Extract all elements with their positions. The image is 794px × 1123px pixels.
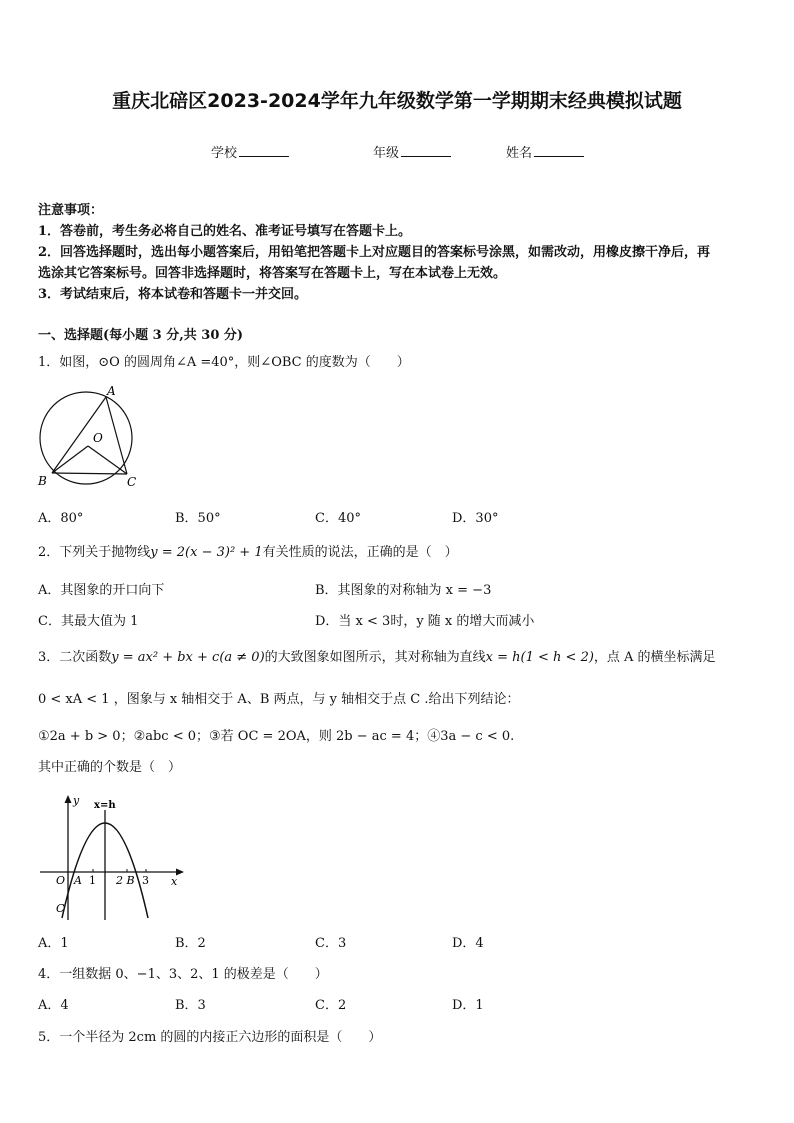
name-field: [506, 142, 584, 161]
q3-line-1: [38, 648, 716, 668]
q3-option-b[interactable]: B．2: [175, 936, 206, 951]
q3-line1-post: ，点 A 的横坐标满足: [593, 650, 716, 665]
q2-option-b[interactable]: B．其图象的对称轴为 x = −3: [315, 583, 492, 598]
q3-option-d[interactable]: D．4: [452, 936, 484, 951]
label-o: O: [93, 431, 103, 445]
school-field: [211, 142, 289, 161]
q5-stem: 5．一个半径为 2cm 的圆的内接正六边形的面积是（ ）: [38, 1030, 382, 1045]
grade-blank: [401, 144, 451, 157]
grade-label: 年级: [373, 146, 400, 161]
notice-item-2-cont: 选涂其它答案标号。回答非选择题时，将答案写在答题卡上，写在本试卷上无效。: [38, 266, 507, 281]
q4-option-a[interactable]: A．4: [38, 998, 69, 1013]
notice-item-1: 1．答卷前，考生务必将自己的姓名、准考证号填写在答题卡上。: [38, 224, 412, 239]
name-blank: [534, 144, 584, 157]
line-oc: [88, 446, 127, 474]
q3-line1-mid: 的大致图象如图所示，其对称轴为直线: [264, 650, 486, 665]
q3-line-2: 0 < xA < 1 ，图象与 x 轴相交于 A、B 两点，与 y 轴相交于点 C .给出下列结论：: [38, 692, 520, 707]
label-a: A: [107, 384, 116, 398]
q1-option-b[interactable]: B．50°: [175, 511, 221, 526]
q1-option-d[interactable]: D．30°: [452, 511, 499, 526]
line-ac: [106, 397, 127, 474]
label-y: y: [73, 794, 80, 807]
label-o: O: [56, 874, 66, 887]
label-tick-1: 1: [89, 874, 96, 887]
notice-item-3: 3．考试结束后，将本试卷和答题卡一并交回。: [38, 287, 308, 302]
label-c: C: [127, 475, 137, 489]
q3-option-c[interactable]: C．3: [315, 936, 347, 951]
q4-option-b[interactable]: B．3: [175, 998, 206, 1013]
q1-circle-figure: [34, 382, 154, 494]
q3-formula-axis: x = h(1 < h < 2): [485, 650, 594, 665]
q4-option-d[interactable]: D．1: [452, 998, 484, 1013]
label-c: C: [56, 902, 65, 915]
notice-heading: 注意事项：: [38, 203, 104, 218]
q2-stem: [38, 543, 458, 563]
label-x-eq-h: x=h: [94, 800, 116, 811]
q3-line-3: ①2a + b > 0；②abc < 0；③若 OC = 2OA，则 2b − ac = 4；④3a − c < 0.: [38, 729, 515, 744]
q3-option-a[interactable]: A．1: [38, 936, 69, 951]
label-tick-3: 3: [142, 874, 149, 887]
label-x: x: [171, 875, 178, 888]
q1-option-a[interactable]: A．80°: [38, 511, 84, 526]
q2-option-a[interactable]: A．其图象的开口向下: [38, 583, 165, 598]
label-a: A: [74, 874, 82, 887]
q2-option-c[interactable]: C．其最大值为 1: [38, 614, 139, 629]
school-label: 学校: [211, 146, 238, 161]
label-b: B: [38, 474, 47, 488]
notice-item-2: 2．回答选择题时，选出每小题答案后，用铅笔把答题卡上对应题目的答案标号涂黑，如需改动，用橡皮擦干净后，再: [38, 245, 711, 260]
name-label: 姓名: [506, 146, 533, 161]
line-ob: [52, 446, 88, 473]
q2-stem-pre: 2．下列关于抛物线: [38, 545, 151, 560]
q4-option-c[interactable]: C．2: [315, 998, 347, 1013]
label-2b: 2 B: [116, 874, 135, 887]
page-title: 重庆北碚区2023-2024学年九年级数学第一学期期末经典模拟试题: [112, 90, 682, 112]
q1-option-c[interactable]: C．40°: [315, 511, 361, 526]
q4-stem: 4．一组数据 0、−1、3、2、1 的极差是（ ）: [38, 967, 328, 982]
section-heading: 一、选择题(每小题 3 分,共 30 分): [38, 328, 244, 343]
school-blank: [239, 144, 289, 157]
y-axis-arrow: [65, 795, 72, 803]
q2-stem-post: 有关性质的说法，正确的是（ ）: [262, 545, 458, 560]
q2-formula: y = 2(x − 3)² + 1: [150, 545, 263, 560]
q3-parabola-figure: [36, 790, 186, 925]
q1-stem: 1．如图，⊙O 的圆周角∠A =40°，则∠OBC 的度数为（ ）: [38, 355, 410, 370]
q3-formula: y = ax² + bx + c(a ≠ 0): [111, 650, 265, 665]
q3-line-4: 其中正确的个数是（ ）: [38, 760, 182, 775]
q3-line1-pre: 3．二次函数: [38, 650, 112, 665]
q2-option-d[interactable]: D．当 x < 3时，y 随 x 的增大而减小: [315, 614, 535, 629]
grade-field: [373, 142, 451, 161]
